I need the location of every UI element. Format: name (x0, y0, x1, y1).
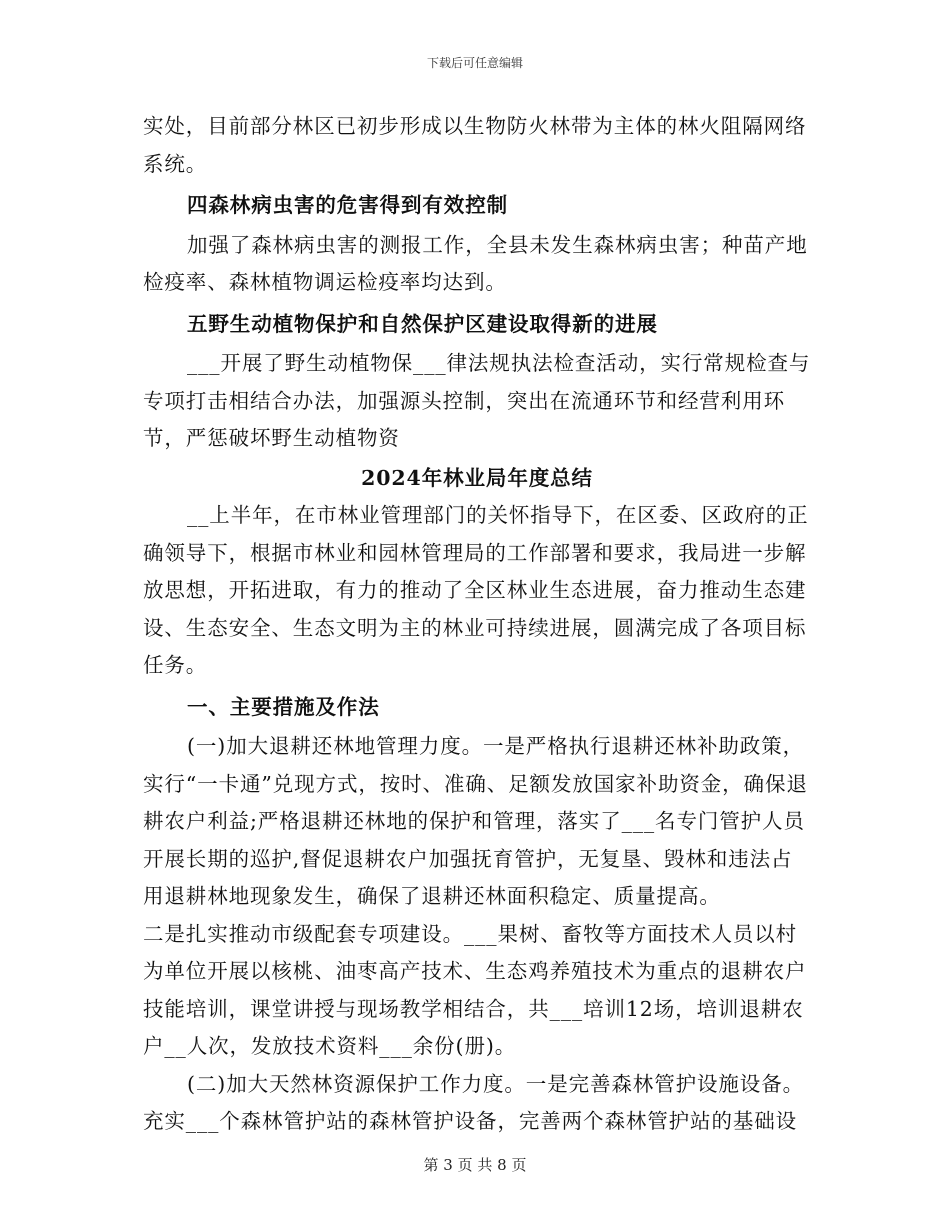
paragraph-intro: __上半年，在市林业管理部门的关怀指导下，在区委、区政府的正确领导下，根据市林业和园林管理局的工作部署和要求，我局进一步解放思想，开拓进取，有力的推动了全区林业生态进展，奋力推动生态建设、生态安全、生态文明为主的林业可持续进展，圆满完成了各项目标任务。 (143, 503, 809, 677)
document-body (143, 108, 811, 1141)
paragraph-measure-2: (二)加大天然林资源保护工作力度。一是完善森林管护设施设备。充实___个森林管护站的森林管护设备，完善两个森林管护站的基础设 (143, 1071, 804, 1133)
paragraph-measure-1-continued: 二是扎实推动市级配套专项建设。___果树、畜牧等方面技术人员以村为单位开展以核桃、油枣高产技术、生态鸡养殖技术为重点的退耕农户技能培训，课堂讲授与现场教学相结合，共___培训12场，培训退耕农户__人次，发放技术资料___余份(册)。 (143, 921, 807, 1058)
paragraph-wildlife: ___开展了野生动植物保___律法规执法检查活动，实行常规检查与专项打击相结合办法，加强源头控制，突出在流通环节和经营利用环节，严惩破坏野生动植物资 (143, 351, 811, 450)
document-title: 2024年林业局年度总结 (361, 465, 593, 490)
page-header: 下载后可任意编辑 (426, 56, 523, 70)
paragraph-pest-control: 加强了森林病虫害的测报工作，全县未发生森林病虫害；种苗产地检疫率、森林植物调运检疫率均达到。 (143, 232, 808, 294)
paragraph-continuation: 实处，目前部分林区已初步形成以生物防火林带为主体的林火阻隔网络系统。 (143, 114, 807, 176)
section-heading-wildlife: 五野生动植物保护和自然保护区建设取得新的进展 (187, 311, 658, 336)
section-heading-measures: 一、主要措施及作法 (187, 694, 380, 719)
paragraph-measure-1: (一)加大退耕还林地管理力度。一是严格执行退耕还林补助政策，实行“一卡通”兑现方式，按时、准确、足额发放国家补助资金，确保退耕农户利益;严格退耕还林地的保护和管理，落实了___名专门管护人员开展长期的巡护,督促退耕农户加强抚育管护，无复垦、毁林和违法占用退耕林地现象发生，确保了退耕还林面积稳定、质量提高。 (143, 734, 808, 908)
section-heading-pest-control: 四森林病虫害的危害得到有效控制 (187, 193, 508, 217)
page-footer: 第 3 页 共 8 页 (423, 1156, 527, 1174)
